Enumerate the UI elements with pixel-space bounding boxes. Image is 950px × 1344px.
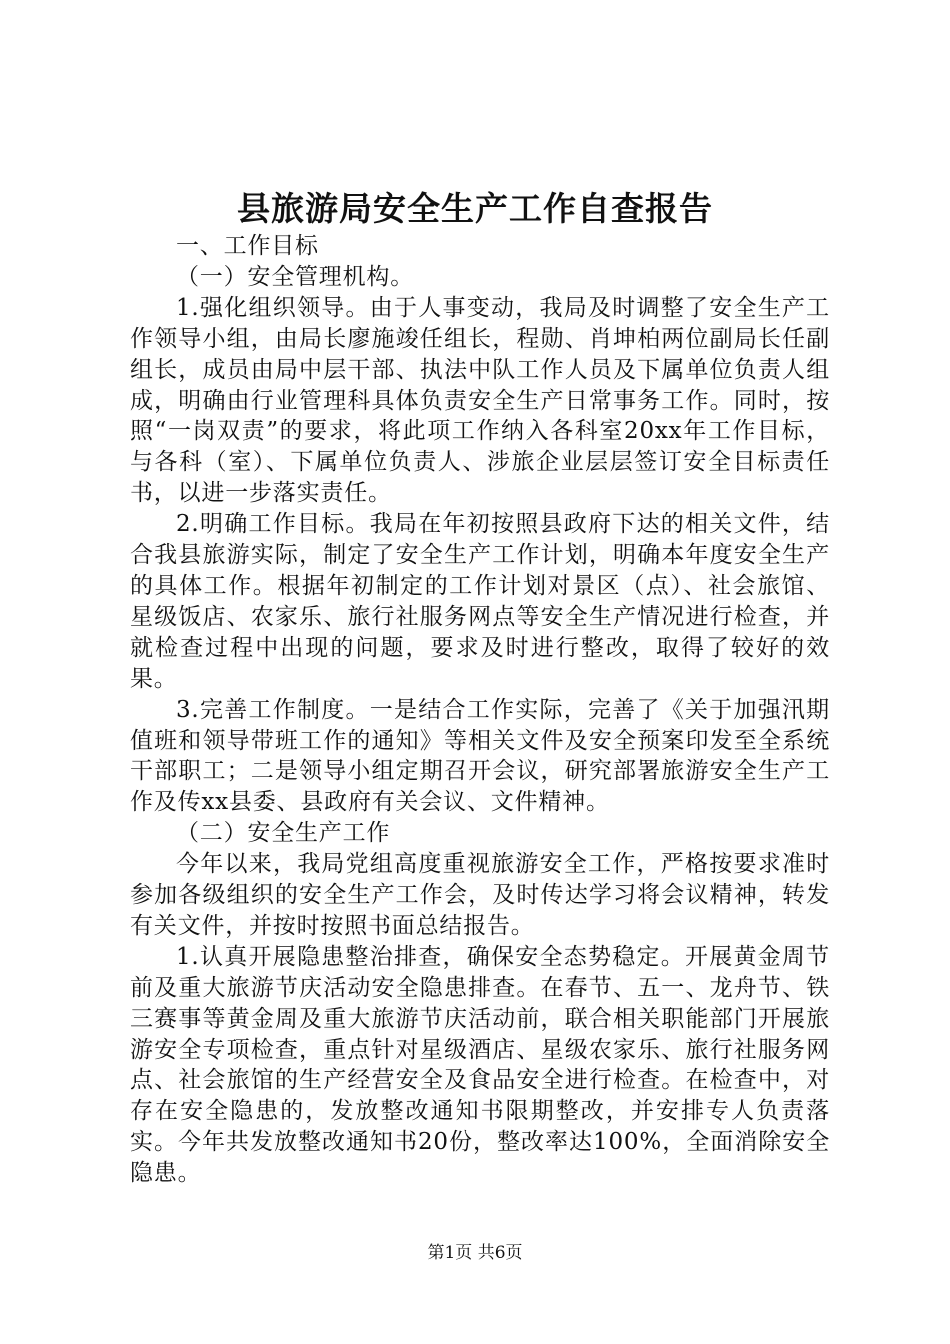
document-body (130, 231, 830, 1189)
paragraph-5: 1.认真开展隐患整治排查，确保安全态势稳定。开展黄金周节前及重大旅游节庆活动安全隐患排查。在春节、五一、龙舟节、铁三赛事等黄金周及重大旅游节庆活动前，联合相关职能部门开展旅游安全专项检查，重点针对星级酒店、星级农家乐、旅行社服务网点、社会旅馆的生产经营安全及食品安全进行检查。在检查中，对存在安全隐患的，发放整改通知书限期整改，并安排专人负责落实。今年共发放整改通知书20份，整改率达100%，全面消除安全隐患。 (130, 943, 830, 1187)
paragraph-1: 1.强化组织领导。由于人事变动，我局及时调整了安全生产工作领导小组，由局长廖施竣任组长，程勋、肖坤柏两位副局长任副组长，成员由局中层干部、执法中队工作人员及下属单位负责人组成，明确由行业管理科具体负责安全生产日常事务工作。同时，按照“一岗双责”的要求，将此项工作纳入各科室20xx年工作目标，与各科（室）、下属单位负责人、涉旅企业层层签订安全目标责任书，以进一步落实责任。 (130, 294, 830, 507)
subsection-heading-1: （一）安全管理机构。 (176, 263, 414, 290)
paragraph-3: 3.完善工作制度。一是结合工作实际，完善了《关于加强汛期值班和领导带班工作的通知》等相关文件及安全预案印发至全系统干部职工；二是领导小组定期召开会议，研究部署旅游安全生产工作及传xx县委、县政府有关会议、文件精神。 (130, 696, 830, 816)
document-title: 县旅游局安全生产工作自查报告 (237, 189, 713, 228)
paragraph-4: 今年以来，我局党组高度重视旅游安全工作，严格按要求准时参加各级组织的安全生产工作会，及时传达学习将会议精神，转发有关文件，并按时按照书面总结报告。 (130, 851, 830, 939)
section-heading-1: 一、工作目标 (176, 233, 319, 259)
subsection-heading-2: （二）安全生产工作 (176, 820, 391, 847)
page-number-footer: 第1页 共6页 (427, 1243, 523, 1263)
paragraph-2: 2.明确工作目标。我局在年初按照县政府下达的相关文件，结合我县旅游实际，制定了安全生产工作计划，明确本年度安全生产的具体工作。根据年初制定的工作计划对景区（点）、社会旅馆、星级饭店、农家乐、旅行社服务网点等安全生产情况进行检查，并就检查过程中出现的问题，要求及时进行整改，取得了较好的效果。 (130, 511, 830, 692)
